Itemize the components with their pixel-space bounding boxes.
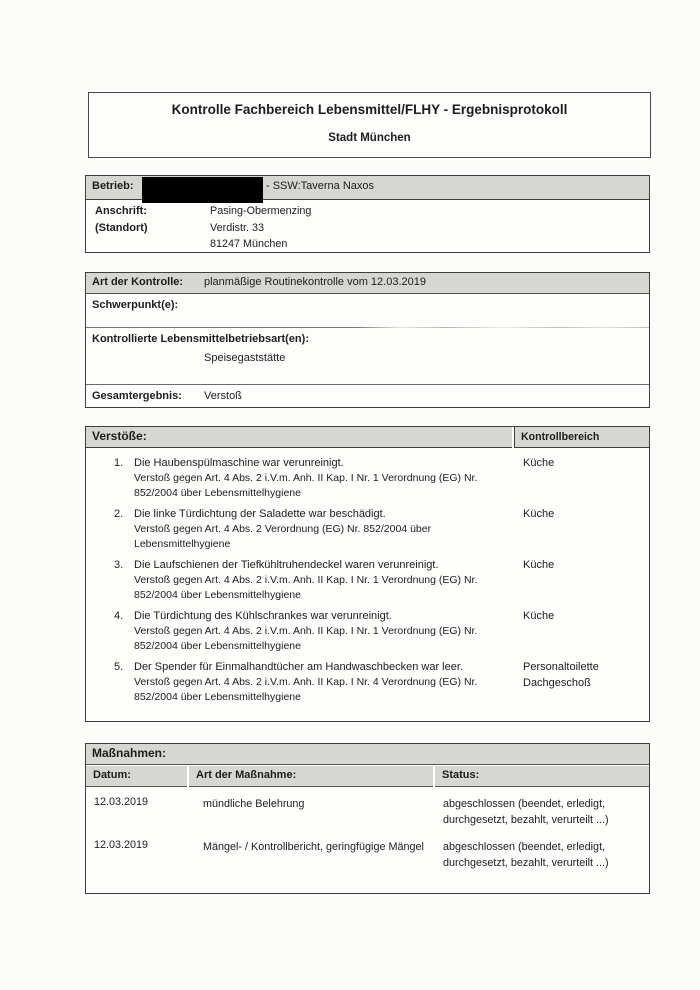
massnahme-art: Mängel- / Kontrollbericht, geringfügige Mängel [203, 841, 424, 853]
kontrolle-header-bar [86, 273, 649, 294]
violation-legal-reference: Verstoß gegen Art. 4 Abs. 2 i.V.m. Anh. II Kap. I Nr. 1 Verordnung (EG) Nr. 852/2004 über Lebensmittelhygiene [134, 574, 478, 601]
violation-text: Die Haubenspülmaschine war verunreinigt. [134, 457, 344, 469]
massnahmen-header-bar [86, 744, 649, 765]
datum-header-cell [86, 766, 187, 787]
massnahme-datum: 12.03.2019 [94, 796, 149, 808]
massnahme-art: mündliche Belehrung [203, 798, 305, 810]
kontrolle-section [85, 272, 650, 408]
violation-text: Die linke Türdichtung der Saladette war beschädigt. [134, 508, 386, 520]
violation-area: Küche [523, 508, 555, 520]
gesamtergebnis-label: Gesamtergebnis: [92, 390, 182, 402]
datum-header: Datum: [93, 769, 131, 781]
art-der-kontrolle-label: Art der Kontrolle: [92, 276, 184, 288]
status-header-cell [435, 766, 649, 787]
violation-area: Küche [523, 559, 555, 571]
status-header: Status: [442, 769, 480, 781]
art-der-massnahme-header: Art der Maßnahme: [196, 769, 297, 781]
violation-item [86, 557, 649, 603]
betrieb-name: - SSW:Taverna Naxos [266, 180, 375, 192]
massnahmen-column-header-row [86, 766, 649, 787]
betrieb-label: Betrieb: [92, 180, 134, 192]
verstoesse-header-cell [86, 427, 512, 448]
violation-number: 5. [114, 661, 124, 673]
violation-legal-reference: Verstoß gegen Art. 4 Abs. 2 i.V.m. Anh. II Kap. I Nr. 1 Verordnung (EG) Nr. 852/2004 über Lebensmittelhygiene [134, 625, 478, 652]
violation-area: Küche [523, 610, 555, 622]
document-subtitle: Stadt München [328, 132, 411, 144]
divider [86, 384, 649, 385]
document-title: Kontrolle Fachbereich Lebensmittel/FLHY - Ergebnisprotokoll [171, 102, 568, 117]
violation-text: Der Spender für Einmalhandtücher am Handwaschbecken war leer. [134, 661, 463, 673]
address-line-2: Verdistr. 33 [210, 222, 265, 234]
verstoesse-header-row [86, 427, 649, 448]
verstoesse-list [86, 448, 649, 705]
gesamtergebnis-value: Verstoß [204, 390, 242, 402]
betrieb-header-bar [86, 176, 649, 200]
kontrollbereich-header: Kontrollbereich [521, 431, 600, 443]
address-line-1: Pasing-Obermenzing [210, 205, 312, 217]
massnahme-status: abgeschlossen (beendet, erledigt, durchgesetzt, bezahlt, verurteilt ...) [443, 841, 609, 869]
violation-item [86, 506, 649, 552]
violation-legal-reference: Verstoß gegen Art. 4 Abs. 2 i.V.m. Anh. II Kap. I Nr. 4 Verordnung (EG) Nr. 852/2004 über Lebensmittelhygiene [134, 676, 478, 703]
massnahmen-header: Maßnahmen: [92, 746, 167, 760]
schwerpunkt-label: Schwerpunkt(e): [92, 299, 179, 311]
massnahme-datum: 12.03.2019 [94, 839, 149, 851]
kontrollbereich-header-cell [514, 427, 649, 448]
massnahme-status: abgeschlossen (beendet, erledigt, durchgesetzt, bezahlt, verurteilt ...) [443, 798, 609, 826]
title-box [88, 92, 651, 158]
art-der-kontrolle-value: planmäßige Routinekontrolle vom 12.03.2019 [204, 276, 426, 288]
violation-number: 1. [114, 457, 124, 469]
redaction-box [142, 177, 263, 203]
violation-text: Die Laufschienen der Tiefkühltruhendeckel waren verunreinigt. [134, 559, 439, 571]
violation-item [86, 455, 649, 501]
violation-area: Küche [523, 457, 555, 469]
standort-label: (Standort) [95, 222, 148, 234]
violation-area: Personaltoilette Dachgeschoß [523, 661, 599, 689]
violation-number: 2. [114, 508, 124, 520]
verstoesse-header: Verstöße: [92, 429, 147, 443]
violation-item [86, 659, 649, 705]
betriebsart-label: Kontrollierte Lebensmittelbetriebsart(en): [92, 333, 309, 345]
violation-number: 3. [114, 559, 124, 571]
faded-divider [86, 327, 649, 328]
violation-text: Die Türdichtung des Kühlschrankes war verunreinigt. [134, 610, 392, 622]
art-header-cell [189, 766, 433, 787]
massnahmen-section [85, 743, 650, 894]
betriebsart-value: Speisegaststätte [204, 352, 286, 364]
betrieb-section [85, 175, 650, 253]
verstoesse-section [85, 426, 650, 722]
violation-legal-reference: Verstoß gegen Art. 4 Abs. 2 i.V.m. Anh. II Kap. I Nr. 1 Verordnung (EG) Nr. 852/2004 über Lebensmittelhygiene [134, 472, 478, 499]
anschrift-label: Anschrift: [95, 205, 147, 217]
address-line-3: 81247 München [210, 238, 288, 250]
violation-legal-reference: Verstoß gegen Art. 4 Abs. 2 Verordnung (EG) Nr. 852/2004 über Lebensmittelhygiene [134, 523, 432, 550]
violation-item [86, 608, 649, 654]
violation-number: 4. [114, 610, 124, 622]
